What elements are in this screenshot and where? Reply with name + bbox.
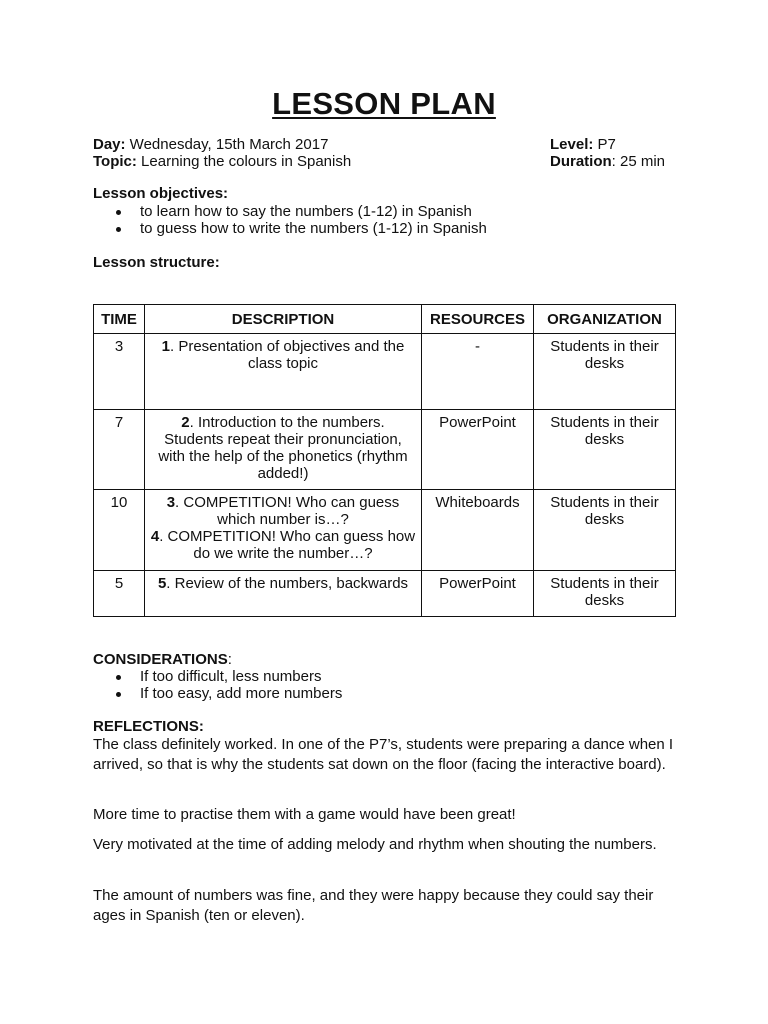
reflection-paragraph: The class definitely worked. In one of the P7’s, students were preparing a dance when I arrived, so that is why the students sat down on the floor (facing the interactive board). [93,736,674,773]
resources-cell: - [422,334,534,410]
description-cell: 5. Review of the numbers, backwards [145,571,422,617]
table-row [94,490,676,571]
organization-cell: Students in their desks [534,334,676,410]
table-row [94,410,676,490]
list-item: to learn how to say the numbers (1-12) in Spanish [93,203,487,220]
list-item: If too easy, add more numbers [93,685,342,702]
level-field: Level: P7 [550,136,616,153]
reflection-paragraph: Very motivated at the time of adding melody and rhythm when shouting the numbers. [93,836,657,853]
time-cell: 5 [94,571,145,617]
description-line: 3. COMPETITION! Who can guess which number is…? [166,494,400,528]
table-row [94,334,676,410]
time-cell: 7 [94,410,145,490]
column-header-organization: ORGANIZATION [534,305,676,334]
table-row [94,571,676,617]
organization-cell: Students in their desks [534,490,676,571]
structure-heading: Lesson structure: [93,254,220,271]
considerations-list [93,668,342,702]
considerations-heading: CONSIDERATIONS: [93,651,232,668]
list-item: If too difficult, less numbers [93,668,342,685]
reflection-paragraph: More time to practise them with a game would have been great! [93,806,516,823]
list-item: to guess how to write the numbers (1-12) in Spanish [93,220,487,237]
description-line: 4. COMPETITION! Who can guess how do we write the number…? [150,528,416,562]
description-cell: 1. Presentation of objectives and the class topic [145,334,422,410]
organization-cell: Students in their desks [534,410,676,490]
page-title: LESSON PLAN [272,86,496,121]
resources-cell: Whiteboards [422,490,534,571]
objectives-heading: Lesson objectives: [93,185,229,202]
description-cell: 2. Introduction to the numbers. Students repeat their pronunciation, with the help of the phonetics (rhythm added!) [145,410,422,490]
column-header-time: TIME [94,305,145,334]
time-cell: 3 [94,334,145,410]
lesson-structure-table [93,304,676,617]
resources-cell: PowerPoint [422,410,534,490]
description-cell [145,490,422,571]
column-header-description: DESCRIPTION [145,305,422,334]
objectives-list [93,203,487,237]
reflections-heading: REFLECTIONS: [93,718,204,735]
topic-field: Topic: Learning the colours in Spanish [93,153,352,170]
time-cell: 10 [94,490,145,571]
day-field: Day: Wednesday, 15th March 2017 [93,136,329,153]
resources-cell: PowerPoint [422,571,534,617]
column-header-resources: RESOURCES [422,305,534,334]
organization-cell: Students in their desks [534,571,676,617]
reflection-paragraph: The amount of numbers was fine, and they were happy because they could say their ages in Spanish (ten or eleven). [93,887,654,924]
duration-field: Duration: 25 min [550,153,666,170]
table-header-row [94,305,676,334]
